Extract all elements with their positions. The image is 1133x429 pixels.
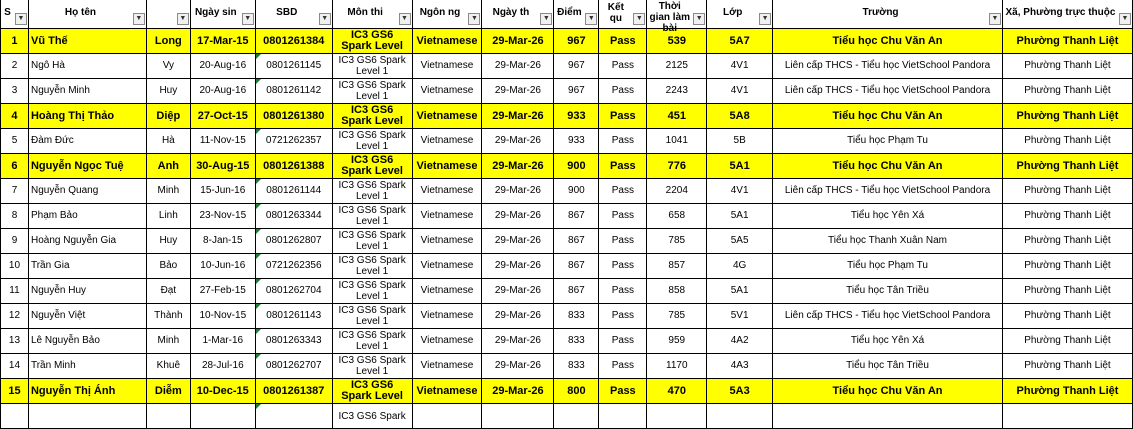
header-row [1, 0, 1133, 29]
error-indicator-icon [256, 254, 261, 259]
filter-dropdown-icon[interactable]: ▼ [399, 13, 411, 25]
cell-stt[interactable]: 2 [1, 54, 29, 79]
cell-lop[interactable]: 4G [707, 254, 773, 279]
cell-lop[interactable]: 4A3 [707, 354, 773, 379]
cell-ketqua[interactable]: Pass [599, 54, 647, 79]
cell-xa[interactable] [1002, 404, 1132, 429]
cell-ngonngu[interactable]: Vietnamese [412, 204, 482, 229]
col-header-ten [146, 0, 190, 29]
cell-diem[interactable]: 867 [554, 254, 599, 279]
cell-dob[interactable]: 10-Nov-15 [190, 304, 255, 329]
cell-xa[interactable]: Phường Thanh Liệt [1002, 79, 1132, 104]
cell-dob[interactable]: 23-Nov-15 [190, 204, 255, 229]
cell-stt[interactable]: 3 [1, 79, 29, 104]
cell-dob[interactable]: 8-Jan-15 [190, 229, 255, 254]
cell-ten[interactable]: Diễm [146, 379, 190, 404]
cell-ketqua[interactable]: Pass [599, 204, 647, 229]
table-row [1, 54, 1133, 79]
cell-ho[interactable]: Phạm Bảo [28, 204, 146, 229]
cell-truong[interactable] [773, 404, 1003, 429]
cell-lop[interactable]: 5A8 [707, 104, 773, 129]
filter-dropdown-icon[interactable]: ▼ [540, 13, 552, 25]
error-indicator-icon [256, 204, 261, 209]
cell-ketqua[interactable] [599, 404, 647, 429]
cell-dob[interactable]: 11-Nov-15 [190, 129, 255, 154]
col-header-truong: Trường ▼ [773, 0, 1003, 29]
cell-truong[interactable]: Tiểu học Yên Xá [773, 204, 1003, 229]
cell-xa[interactable]: Phường Thanh Liệt [1002, 129, 1132, 154]
col-header-ketqua: Kết qu ▼ [599, 0, 647, 29]
cell-diem[interactable]: 833 [554, 304, 599, 329]
cell-ngaythi[interactable]: 29-Mar-26 [482, 204, 554, 229]
cell-truong[interactable]: Tiểu học Chu Văn An [773, 154, 1003, 179]
cell-xa[interactable]: Phường Thanh Liệt [1002, 379, 1132, 404]
cell-ten[interactable]: Anh [146, 154, 190, 179]
table-row [1, 154, 1133, 179]
cell-lop[interactable]: 5A5 [707, 229, 773, 254]
cell-xa[interactable]: Phường Thanh Liệt [1002, 104, 1132, 129]
cell-ngonngu[interactable]: Vietnamese [412, 54, 482, 79]
table-row [1, 254, 1133, 279]
cell-thoigian[interactable]: 539 [647, 29, 707, 54]
cell-ngaythi[interactable]: 29-Mar-26 [482, 254, 554, 279]
cell-lop[interactable]: 5A7 [707, 29, 773, 54]
cell-dob[interactable]: 30-Aug-15 [190, 154, 255, 179]
cell-ngonngu[interactable]: Vietnamese [412, 279, 482, 304]
cell-diem[interactable]: 800 [554, 379, 599, 404]
col-header-ngonngu: Ngôn ng ▼ [412, 0, 482, 29]
cell-ketqua[interactable]: Pass [599, 79, 647, 104]
cell-ngonngu[interactable]: Vietnamese [412, 179, 482, 204]
cell-dob[interactable]: 28-Jul-16 [190, 354, 255, 379]
table-row [1, 354, 1133, 379]
filter-dropdown-icon[interactable]: ▼ [633, 13, 645, 25]
cell-ngonngu[interactable]: Vietnamese [412, 304, 482, 329]
cell-xa[interactable]: Phường Thanh Liệt [1002, 254, 1132, 279]
cell-sbd[interactable]: 0801261388 [255, 154, 332, 179]
cell-sbd[interactable]: 0801261380 [255, 104, 332, 129]
cell-stt[interactable]: 4 [1, 104, 29, 129]
cell-sbd[interactable]: 0801262807 [255, 229, 332, 254]
cell-ho[interactable]: Nguyễn Quang [28, 179, 146, 204]
error-indicator-icon [256, 404, 261, 409]
cell-dob[interactable]: 15-Jun-16 [190, 179, 255, 204]
cell-lop[interactable]: 5A1 [707, 279, 773, 304]
filter-dropdown-icon[interactable]: ▼ [1119, 13, 1131, 25]
filter-dropdown-icon[interactable]: ▼ [133, 13, 145, 25]
cell-stt[interactable]: 14 [1, 354, 29, 379]
cell-thoigian[interactable]: 959 [647, 329, 707, 354]
cell-ngonngu[interactable]: Vietnamese [412, 329, 482, 354]
cell-ten[interactable]: Bảo [146, 254, 190, 279]
cell-dob[interactable]: 27-Feb-15 [190, 279, 255, 304]
cell-diem[interactable]: 967 [554, 29, 599, 54]
table-row [1, 404, 1133, 429]
cell-mon[interactable]: IC3 GS6 Spark Level [332, 104, 412, 129]
cell-thoigian[interactable]: 776 [647, 154, 707, 179]
cell-ngaythi[interactable]: 29-Mar-26 [482, 29, 554, 54]
col-header-dob: Ngày sin ▼ [190, 0, 255, 29]
cell-mon[interactable]: IC3 GS6 Spark Level 1 [332, 254, 412, 279]
cell-ngaythi[interactable]: 29-Mar-26 [482, 154, 554, 179]
cell-lop[interactable]: 5A1 [707, 204, 773, 229]
cell-ngonngu[interactable] [412, 404, 482, 429]
cell-thoigian[interactable]: 785 [647, 304, 707, 329]
cell-ngonngu[interactable]: Vietnamese [412, 154, 482, 179]
cell-mon[interactable]: IC3 GS6 Spark Level [332, 379, 412, 404]
cell-xa[interactable]: Phường Thanh Liệt [1002, 304, 1132, 329]
cell-ten[interactable]: Vy [146, 54, 190, 79]
cell-truong[interactable]: Tiểu học Thanh Xuân Nam [773, 229, 1003, 254]
cell-diem[interactable]: 967 [554, 79, 599, 104]
cell-lop[interactable]: 5V1 [707, 304, 773, 329]
cell-mon[interactable]: IC3 GS6 Spark Level 1 [332, 229, 412, 254]
cell-xa[interactable]: Phường Thanh Liệt [1002, 204, 1132, 229]
cell-sbd[interactable]: 0721262356 [255, 254, 332, 279]
cell-ho[interactable]: Nguyễn Việt [28, 304, 146, 329]
cell-mon[interactable]: IC3 GS6 Spark Level 1 [332, 304, 412, 329]
table-row [1, 304, 1133, 329]
error-indicator-icon [256, 304, 261, 309]
cell-ho[interactable] [28, 404, 146, 429]
filter-dropdown-icon[interactable]: ▼ [693, 13, 705, 25]
cell-xa[interactable]: Phường Thanh Liệt [1002, 54, 1132, 79]
cell-truong[interactable]: Tiểu học Chu Văn An [773, 104, 1003, 129]
cell-diem[interactable]: 833 [554, 329, 599, 354]
cell-lop[interactable]: 5A3 [707, 379, 773, 404]
cell-ketqua[interactable]: Pass [599, 304, 647, 329]
table-row [1, 329, 1133, 354]
cell-stt[interactable]: 13 [1, 329, 29, 354]
cell-thoigian[interactable]: 2243 [647, 79, 707, 104]
cell-ngaythi[interactable]: 29-Mar-26 [482, 129, 554, 154]
cell-mon[interactable]: IC3 GS6 Spark Level 1 [332, 79, 412, 104]
cell-ho[interactable]: Hoàng Thị Thảo [28, 104, 146, 129]
cell-ketqua[interactable]: Pass [599, 154, 647, 179]
cell-ngaythi[interactable]: 29-Mar-26 [482, 229, 554, 254]
cell-stt[interactable]: 1 [1, 29, 29, 54]
cell-diem[interactable]: 900 [554, 179, 599, 204]
cell-truong[interactable]: Tiểu học Yên Xá [773, 329, 1003, 354]
cell-ngaythi[interactable]: 29-Mar-26 [482, 304, 554, 329]
cell-thoigian[interactable]: 451 [647, 104, 707, 129]
error-indicator-icon [256, 354, 261, 359]
cell-dob[interactable]: 27-Oct-15 [190, 104, 255, 129]
table-row [1, 179, 1133, 204]
cell-ketqua[interactable]: Pass [599, 354, 647, 379]
cell-ngonngu[interactable]: Vietnamese [412, 254, 482, 279]
cell-mon[interactable]: IC3 GS6 Spark Level 1 [332, 129, 412, 154]
cell-mon[interactable]: IC3 GS6 Spark Level 1 [332, 179, 412, 204]
cell-ten[interactable]: Đạt [146, 279, 190, 304]
cell-lop[interactable]: 5A1 [707, 154, 773, 179]
cell-mon[interactable]: IC3 GS6 Spark Level 1 [332, 54, 412, 79]
cell-thoigian[interactable] [647, 404, 707, 429]
cell-ngaythi[interactable]: 29-Mar-26 [482, 104, 554, 129]
cell-stt[interactable]: 15 [1, 379, 29, 404]
cell-ngonngu[interactable]: Vietnamese [412, 29, 482, 54]
table-body [1, 29, 1133, 429]
cell-ketqua[interactable]: Pass [599, 254, 647, 279]
cell-mon[interactable]: IC3 GS6 Spark Level 1 [332, 204, 412, 229]
cell-lop[interactable]: 5B [707, 129, 773, 154]
cell-ho[interactable]: Nguyễn Huy [28, 279, 146, 304]
filter-dropdown-icon[interactable]: ▼ [468, 13, 480, 25]
error-indicator-icon [256, 79, 261, 84]
cell-stt[interactable]: 10 [1, 254, 29, 279]
cell-ten[interactable]: Huy [146, 79, 190, 104]
cell-mon[interactable]: IC3 GS6 Spark Level [332, 29, 412, 54]
error-indicator-icon [256, 279, 261, 284]
cell-sbd[interactable]: 0801262704 [255, 279, 332, 304]
col-header-mon: Môn thi ▼ [332, 0, 412, 29]
error-indicator-icon [256, 329, 261, 334]
cell-ngaythi[interactable]: 29-Mar-26 [482, 179, 554, 204]
cell-xa[interactable]: Phường Thanh Liệt [1002, 29, 1132, 54]
cell-diem[interactable]: 867 [554, 229, 599, 254]
cell-ten[interactable]: Thành [146, 304, 190, 329]
cell-ten[interactable]: Huy [146, 229, 190, 254]
cell-lop[interactable]: 4V1 [707, 54, 773, 79]
cell-truong[interactable]: Tiểu học Chu Văn An [773, 29, 1003, 54]
cell-ketqua[interactable]: Pass [599, 29, 647, 54]
cell-mon[interactable]: IC3 GS6 Spark Level [332, 154, 412, 179]
cell-ho[interactable]: Ngô Hà [28, 54, 146, 79]
cell-xa[interactable]: Phường Thanh Liệt [1002, 229, 1132, 254]
cell-truong[interactable]: Liên cấp THCS - Tiểu học VietSchool Pandora [773, 304, 1003, 329]
cell-lop[interactable]: 4A2 [707, 329, 773, 354]
cell-xa[interactable]: Phường Thanh Liệt [1002, 179, 1132, 204]
filter-dropdown-icon[interactable]: ▼ [177, 13, 189, 25]
cell-ten[interactable]: Khuê [146, 354, 190, 379]
cell-mon[interactable]: IC3 GS6 Spark Level 1 [332, 279, 412, 304]
table-row [1, 204, 1133, 229]
cell-dob[interactable]: 17-Mar-15 [190, 29, 255, 54]
filter-dropdown-icon[interactable]: ▼ [759, 13, 771, 25]
cell-thoigian[interactable]: 858 [647, 279, 707, 304]
cell-diem[interactable]: 867 [554, 204, 599, 229]
cell-ketqua[interactable]: Pass [599, 104, 647, 129]
cell-ngonngu[interactable]: Vietnamese [412, 129, 482, 154]
cell-sbd[interactable]: 0801261143 [255, 304, 332, 329]
table-row [1, 29, 1133, 54]
cell-mon[interactable]: IC3 GS6 Spark Level 1 [332, 354, 412, 379]
col-header-stt: S ▼ [1, 0, 29, 29]
cell-sbd[interactable]: 0801261145 [255, 54, 332, 79]
cell-diem[interactable]: 967 [554, 54, 599, 79]
cell-ngaythi[interactable]: 29-Mar-26 [482, 54, 554, 79]
cell-truong[interactable]: Tiểu học Phạm Tu [773, 129, 1003, 154]
cell-ho[interactable]: Nguyễn Thị Ánh [28, 379, 146, 404]
cell-ten[interactable] [146, 404, 190, 429]
cell-ngaythi[interactable]: 29-Mar-26 [482, 79, 554, 104]
cell-truong[interactable]: Liên cấp THCS - Tiểu học VietSchool Pandora [773, 179, 1003, 204]
cell-sbd[interactable]: 0801261384 [255, 29, 332, 54]
cell-dob[interactable]: 20-Aug-16 [190, 54, 255, 79]
cell-diem[interactable]: 833 [554, 354, 599, 379]
cell-ten[interactable]: Diệp [146, 104, 190, 129]
col-header-xa: Xã, Phường trực thuộc ▼ [1002, 0, 1132, 29]
cell-mon[interactable]: IC3 GS6 Spark [332, 404, 412, 429]
cell-sbd[interactable]: 0801261142 [255, 79, 332, 104]
cell-ngaythi[interactable] [482, 404, 554, 429]
col-header-diem: Điểm ▼ [554, 0, 599, 29]
table-row [1, 104, 1133, 129]
cell-ten[interactable]: Minh [146, 329, 190, 354]
cell-dob[interactable]: 20-Aug-16 [190, 79, 255, 104]
filter-dropdown-icon[interactable]: ▼ [585, 13, 597, 25]
table-row [1, 279, 1133, 304]
col-header-sbd: SBD ▼ [255, 0, 332, 29]
error-indicator-icon [256, 129, 261, 134]
cell-stt[interactable] [1, 404, 29, 429]
cell-ho[interactable]: Nguyễn Minh [28, 79, 146, 104]
col-header-thoigian: Thời gian làm bài ▼ [647, 0, 707, 29]
table-row [1, 379, 1133, 404]
cell-ho[interactable]: Trần Minh [28, 354, 146, 379]
cell-ten[interactable]: Long [146, 29, 190, 54]
cell-dob[interactable]: 10-Jun-16 [190, 254, 255, 279]
cell-ketqua[interactable]: Pass [599, 179, 647, 204]
cell-dob[interactable]: 10-Dec-15 [190, 379, 255, 404]
cell-sbd[interactable]: 0801261387 [255, 379, 332, 404]
error-indicator-icon [256, 54, 261, 59]
table-row [1, 229, 1133, 254]
cell-truong[interactable]: Tiểu học Chu Văn An [773, 379, 1003, 404]
cell-xa[interactable]: Phường Thanh Liệt [1002, 279, 1132, 304]
cell-lop[interactable] [707, 404, 773, 429]
cell-sbd[interactable] [255, 404, 332, 429]
cell-ketqua[interactable]: Pass [599, 129, 647, 154]
filter-dropdown-icon[interactable]: ▼ [319, 13, 331, 25]
cell-ketqua[interactable]: Pass [599, 279, 647, 304]
cell-ngonngu[interactable]: Vietnamese [412, 79, 482, 104]
cell-truong[interactable]: Tiểu học Tân Triều [773, 279, 1003, 304]
cell-thoigian[interactable]: 785 [647, 229, 707, 254]
cell-sbd[interactable]: 0801261144 [255, 179, 332, 204]
cell-stt[interactable]: 6 [1, 154, 29, 179]
cell-ngonngu[interactable]: Vietnamese [412, 354, 482, 379]
cell-diem[interactable]: 933 [554, 104, 599, 129]
cell-diem[interactable]: 933 [554, 129, 599, 154]
filter-dropdown-icon[interactable]: ▼ [989, 13, 1001, 25]
cell-truong[interactable]: Tiểu học Phạm Tu [773, 254, 1003, 279]
cell-ten[interactable]: Linh [146, 204, 190, 229]
cell-ngaythi[interactable]: 29-Mar-26 [482, 329, 554, 354]
cell-stt[interactable]: 12 [1, 304, 29, 329]
cell-ho[interactable]: Lê Nguyễn Bảo [28, 329, 146, 354]
cell-thoigian[interactable]: 1170 [647, 354, 707, 379]
cell-thoigian[interactable]: 2125 [647, 54, 707, 79]
cell-sbd[interactable]: 0801263343 [255, 329, 332, 354]
cell-xa[interactable]: Phường Thanh Liệt [1002, 329, 1132, 354]
cell-dob[interactable] [190, 404, 255, 429]
cell-ngaythi[interactable]: 29-Mar-26 [482, 279, 554, 304]
cell-thoigian[interactable]: 857 [647, 254, 707, 279]
cell-sbd[interactable]: 0801262707 [255, 354, 332, 379]
col-header-ho: Họ tên ▼ [28, 0, 146, 29]
table-row [1, 129, 1133, 154]
error-indicator-icon [256, 229, 261, 234]
cell-ngaythi[interactable]: 29-Mar-26 [482, 354, 554, 379]
col-header-lop: Lớp ▼ [707, 0, 773, 29]
error-indicator-icon [256, 179, 261, 184]
filter-dropdown-icon[interactable]: ▼ [242, 13, 254, 25]
cell-xa[interactable]: Phường Thanh Liệt [1002, 154, 1132, 179]
cell-ho[interactable]: Trần Gia [28, 254, 146, 279]
cell-truong[interactable]: Liên cấp THCS - Tiểu học VietSchool Pandora [773, 79, 1003, 104]
cell-diem[interactable]: 867 [554, 279, 599, 304]
cell-sbd[interactable]: 0801263344 [255, 204, 332, 229]
cell-stt[interactable]: 9 [1, 229, 29, 254]
cell-dob[interactable]: 1-Mar-16 [190, 329, 255, 354]
cell-stt[interactable]: 11 [1, 279, 29, 304]
cell-lop[interactable]: 4V1 [707, 79, 773, 104]
cell-ho[interactable]: Đàm Đức [28, 129, 146, 154]
cell-diem[interactable] [554, 404, 599, 429]
cell-thoigian[interactable]: 1041 [647, 129, 707, 154]
cell-ho[interactable]: Nguyễn Ngọc Tuệ [28, 154, 146, 179]
cell-lop[interactable]: 4V1 [707, 179, 773, 204]
cell-ho[interactable]: Vũ Thế [28, 29, 146, 54]
cell-ketqua[interactable]: Pass [599, 379, 647, 404]
table-row [1, 79, 1133, 104]
cell-thoigian[interactable]: 2204 [647, 179, 707, 204]
cell-ngonngu[interactable]: Vietnamese [412, 229, 482, 254]
cell-stt[interactable]: 5 [1, 129, 29, 154]
cell-truong[interactable]: Tiểu học Tân Triều [773, 354, 1003, 379]
filter-dropdown-icon[interactable]: ▼ [15, 13, 27, 25]
cell-thoigian[interactable]: 658 [647, 204, 707, 229]
cell-sbd[interactable]: 0721262357 [255, 129, 332, 154]
cell-stt[interactable]: 8 [1, 204, 29, 229]
cell-xa[interactable]: Phường Thanh Liệt [1002, 354, 1132, 379]
cell-stt[interactable]: 7 [1, 179, 29, 204]
cell-thoigian[interactable]: 470 [647, 379, 707, 404]
cell-ngonngu[interactable]: Vietnamese [412, 379, 482, 404]
cell-ketqua[interactable]: Pass [599, 229, 647, 254]
cell-ten[interactable]: Minh [146, 179, 190, 204]
cell-ketqua[interactable]: Pass [599, 329, 647, 354]
cell-diem[interactable]: 900 [554, 154, 599, 179]
cell-ngonngu[interactable]: Vietnamese [412, 104, 482, 129]
cell-ten[interactable]: Hà [146, 129, 190, 154]
col-header-ngaythi: Ngày th ▼ [482, 0, 554, 29]
cell-mon[interactable]: IC3 GS6 Spark Level 1 [332, 329, 412, 354]
cell-ho[interactable]: Hoàng Nguyễn Gia [28, 229, 146, 254]
cell-truong[interactable]: Liên cấp THCS - Tiểu học VietSchool Pandora [773, 54, 1003, 79]
cell-ngaythi[interactable]: 29-Mar-26 [482, 379, 554, 404]
